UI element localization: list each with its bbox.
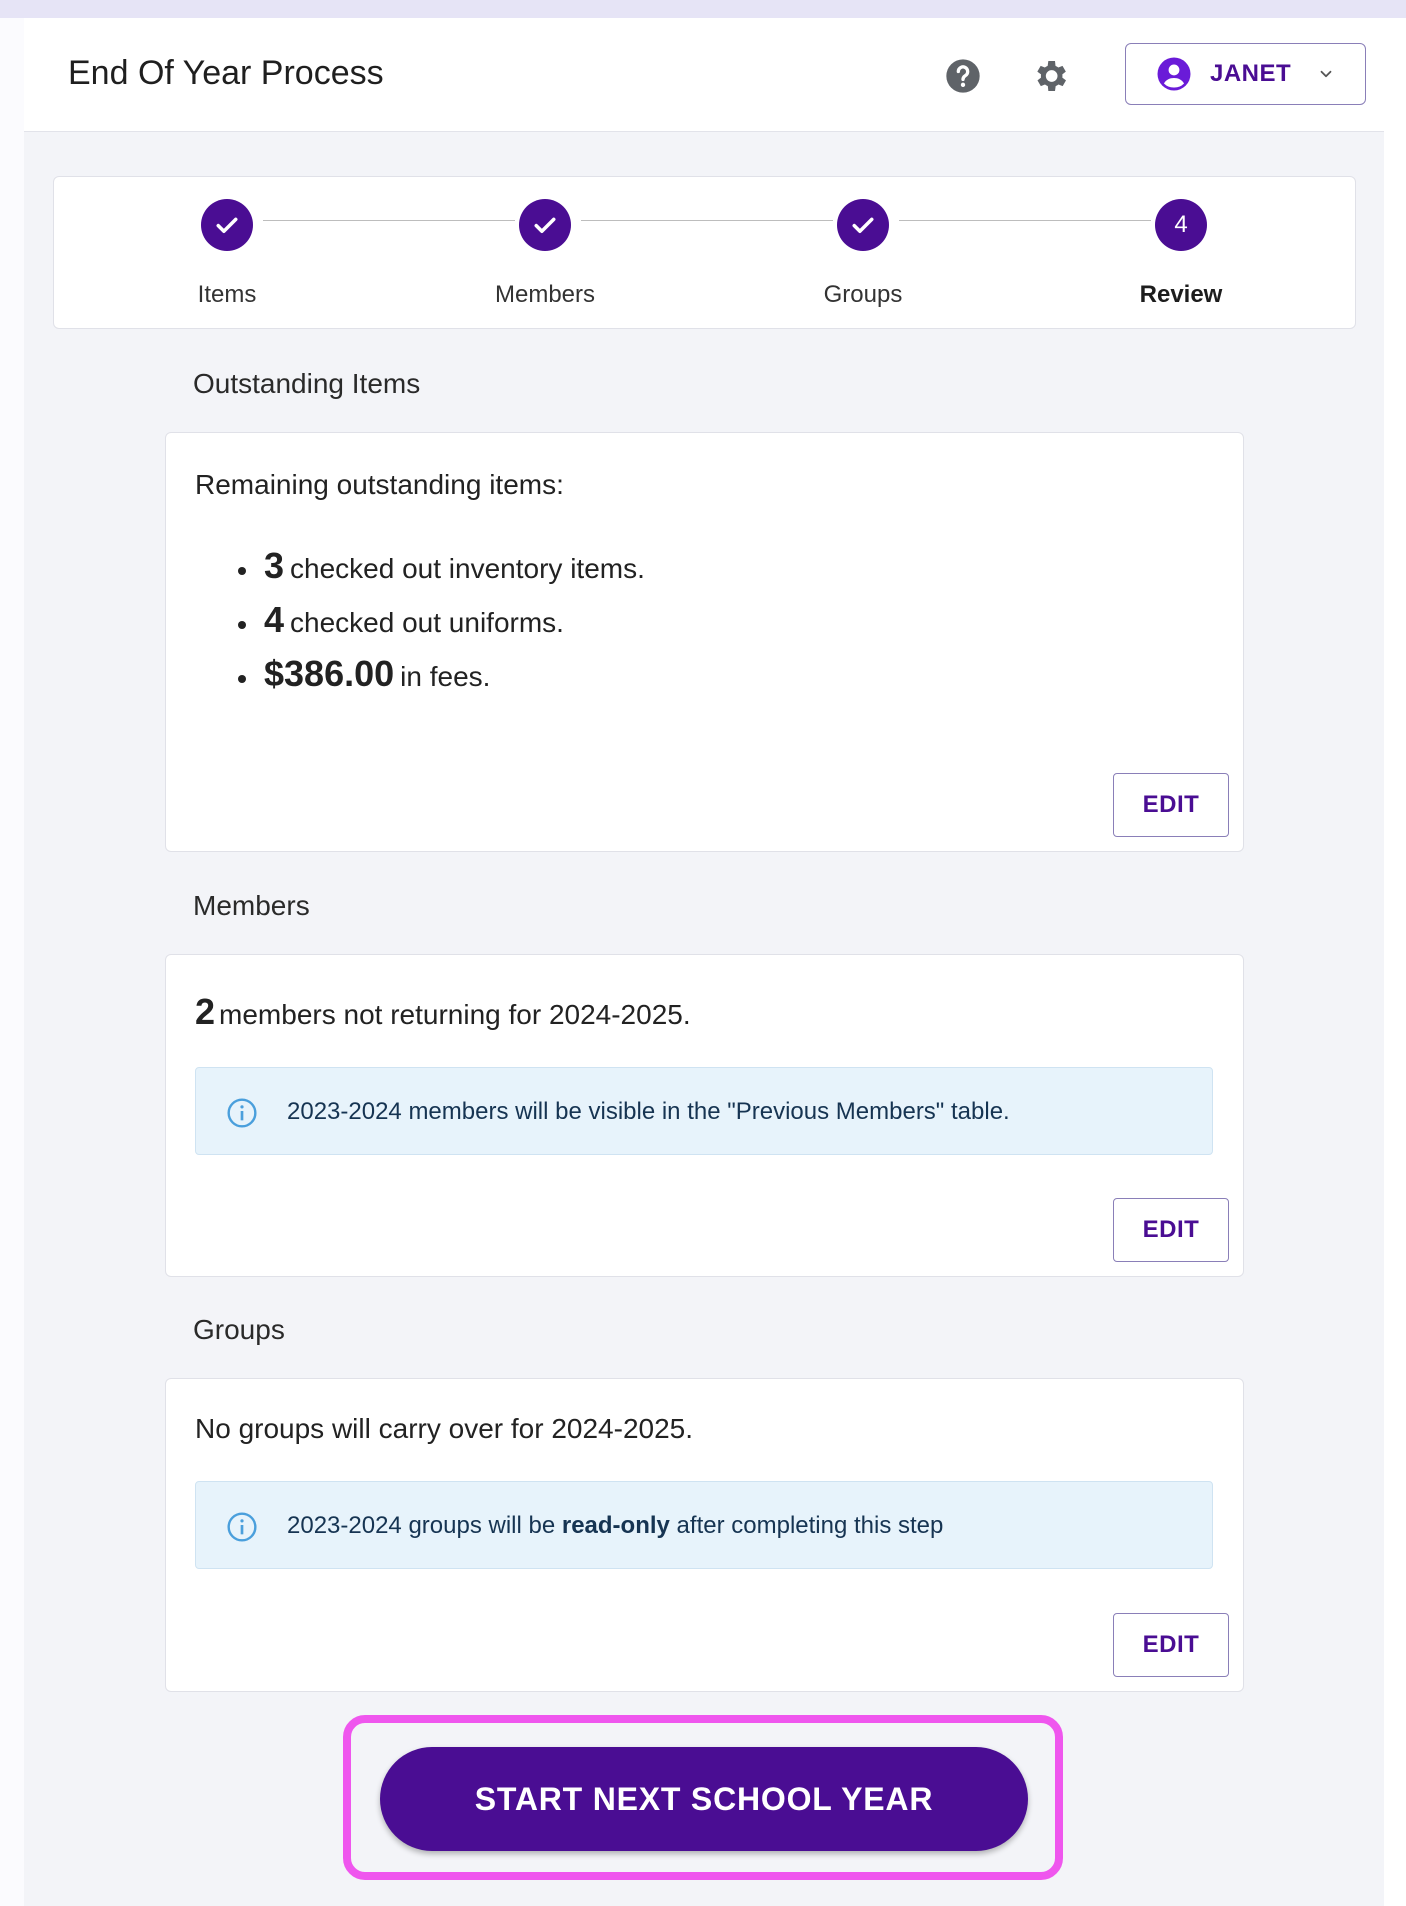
edit-members-button[interactable]: EDIT bbox=[1113, 1198, 1229, 1262]
start-next-school-year-button[interactable]: START NEXT SCHOOL YEAR bbox=[380, 1747, 1028, 1851]
step-label-items: Items bbox=[197, 281, 257, 308]
step-connector bbox=[263, 220, 515, 221]
list-item: 4 checked out uniforms. bbox=[238, 599, 645, 653]
groups-card bbox=[165, 1378, 1244, 1692]
step-1-check-icon[interactable] bbox=[201, 199, 253, 251]
members-info-text: 2023-2024 members will be visible in the "Previous Members" table. bbox=[287, 1098, 1010, 1125]
account-circle-icon bbox=[1156, 56, 1192, 92]
members-summary: 2 members not returning for 2024-2025. bbox=[195, 991, 691, 1032]
members-heading: Members bbox=[193, 890, 310, 921]
list-item: 3 checked out inventory items. bbox=[238, 545, 645, 599]
list-item: $386.00 in fees. bbox=[238, 653, 645, 707]
right-gutter bbox=[1384, 18, 1406, 1906]
step-label-members: Members bbox=[494, 281, 596, 308]
members-info-alert bbox=[195, 1067, 1213, 1155]
step-3-check-icon[interactable] bbox=[837, 199, 889, 251]
chevron-down-icon bbox=[1317, 65, 1335, 83]
app-header bbox=[24, 18, 1384, 132]
user-menu-button[interactable] bbox=[1125, 43, 1366, 105]
info-icon bbox=[226, 1511, 258, 1543]
gear-icon[interactable] bbox=[1024, 50, 1076, 102]
help-circle-icon[interactable] bbox=[937, 50, 989, 102]
outstanding-items-card bbox=[165, 432, 1244, 852]
step-connector bbox=[899, 220, 1151, 221]
user-name: JANET bbox=[1210, 60, 1292, 87]
groups-info-alert bbox=[195, 1481, 1213, 1569]
outstanding-items-intro: Remaining outstanding items: bbox=[195, 469, 564, 500]
groups-summary: No groups will carry over for 2024-2025. bbox=[195, 1413, 694, 1444]
groups-info-text: 2023-2024 groups will be read-only after completing this step bbox=[287, 1512, 944, 1539]
step-label-review: Review bbox=[1139, 281, 1223, 308]
outstanding-items-list bbox=[238, 545, 645, 707]
step-label-groups: Groups bbox=[823, 281, 903, 308]
groups-heading: Groups bbox=[193, 1314, 285, 1345]
step-4-number[interactable]: 4 bbox=[1155, 199, 1207, 251]
step-2-check-icon[interactable] bbox=[519, 199, 571, 251]
members-count: 2 bbox=[195, 991, 216, 1032]
page-title: End Of Year Process bbox=[68, 54, 384, 92]
step-connector bbox=[581, 220, 833, 221]
edit-items-button[interactable]: EDIT bbox=[1113, 773, 1229, 837]
progress-stepper bbox=[53, 176, 1356, 329]
members-card bbox=[165, 954, 1244, 1277]
info-icon bbox=[226, 1097, 258, 1129]
left-edge bbox=[0, 18, 24, 1906]
outstanding-items-heading: Outstanding Items bbox=[193, 368, 421, 399]
edit-groups-button[interactable]: EDIT bbox=[1113, 1613, 1229, 1677]
